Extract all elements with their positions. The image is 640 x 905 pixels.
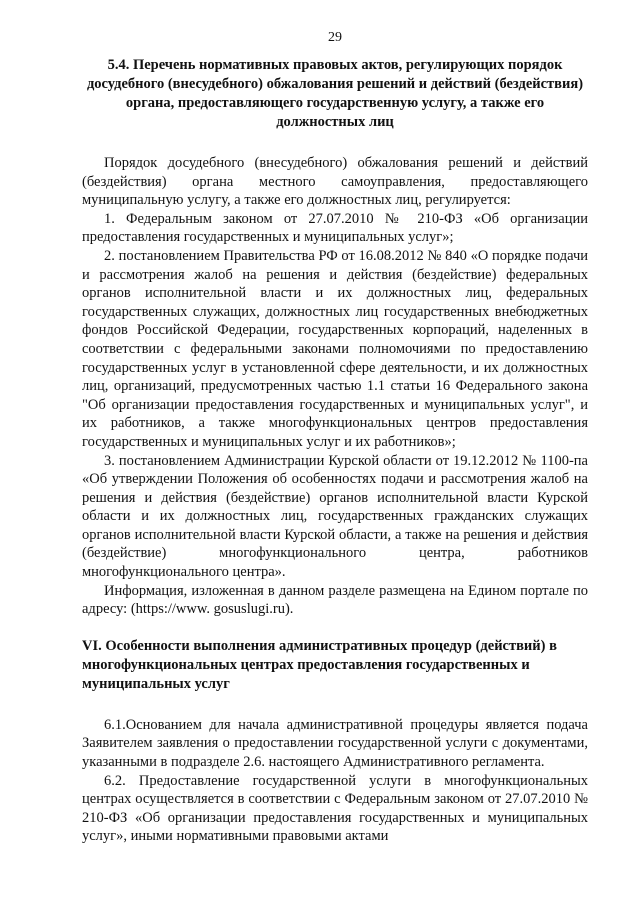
list-item-decree-840: 2. постановлением Правительства РФ от 16.08.2012 № 840 «О порядке подачи и рассмотрения жалоб на решения и действия (бездействие) федеральных органов исполнительной власти и их должностных лиц, федеральных государственных служащих, должностных лиц государственных внебюджетных фондов Российской Федерации, государственных корпораций, наделенных в соответствии с федеральными законами полномочиями по предоставлению государственных услуг в установленной сфере деятельности, и их должностных лиц, организаций, предусмотренных частью 1.1 статьи 16 Федерального закона "Об организации предоставления государственных и муниципальных услуг", и их работников, а также многофункциональных центров предоставления государственных и муниципальных услуг и их работников»;	[82, 247, 588, 450]
section-5-4-heading: 5.4. Перечень нормативных правовых актов, регулирующих порядок досудебного (внесудебного) обжалования решений и действий (бездействия) органа, предоставляющего государственную услугу, а также его должностных лиц	[86, 57, 584, 130]
page-number: 29	[328, 30, 342, 45]
portal-info-paragraph: Информация, изложенная в данном разделе размещена на Едином портале по адресу: (https://www. gosuslugi.ru).	[82, 582, 588, 618]
paragraph-6-2: 6.2. Предоставление государственной услуги в многофункциональных центрах осуществляется в соответствии с Федеральным законом от 27.07.2010 № 210-ФЗ «Об организации предоставления государственных и муниципальных услуг», иными нормативными правовыми актами	[82, 772, 588, 845]
section-vi-heading: VI. Особенности выполнения административных процедур (действий) в многофункциональных центрах предоставления государственных и муниципальных услуг	[82, 637, 557, 692]
list-item-law-210: 1. Федеральным законом от 27.07.2010 № 210-ФЗ «Об организации предоставления государственных и муниципальных услуг»;	[82, 210, 588, 246]
paragraph-6-1: 6.1.Основанием для начала административной процедуры является подача Заявителем заявления о предоставлении государственной услуги с документами, указанными в подразделе 2.6. настоящего Административного регламента.	[82, 716, 588, 771]
section-5-4-intro: Порядок досудебного (внесудебного) обжалования решений и действий (бездействия) органа местного самоуправления, предоставляющего муниципальную услугу, а также его должностных лиц, регулируется:	[82, 155, 588, 209]
list-item-decree-1100: 3. постановлением Администрации Курской области от 19.12.2012 № 1100-па «Об утверждении Положения об особенностях подачи и рассмотрения жалоб на решения и действия (бездействие) органов исполнительной власти Курской области и их должностных лиц, государственных гражданских служащих органов исполнительной власти Курской области, а также на решения и действия (бездействие) многофункционального центра, работников многофункционального центра».	[82, 452, 588, 581]
